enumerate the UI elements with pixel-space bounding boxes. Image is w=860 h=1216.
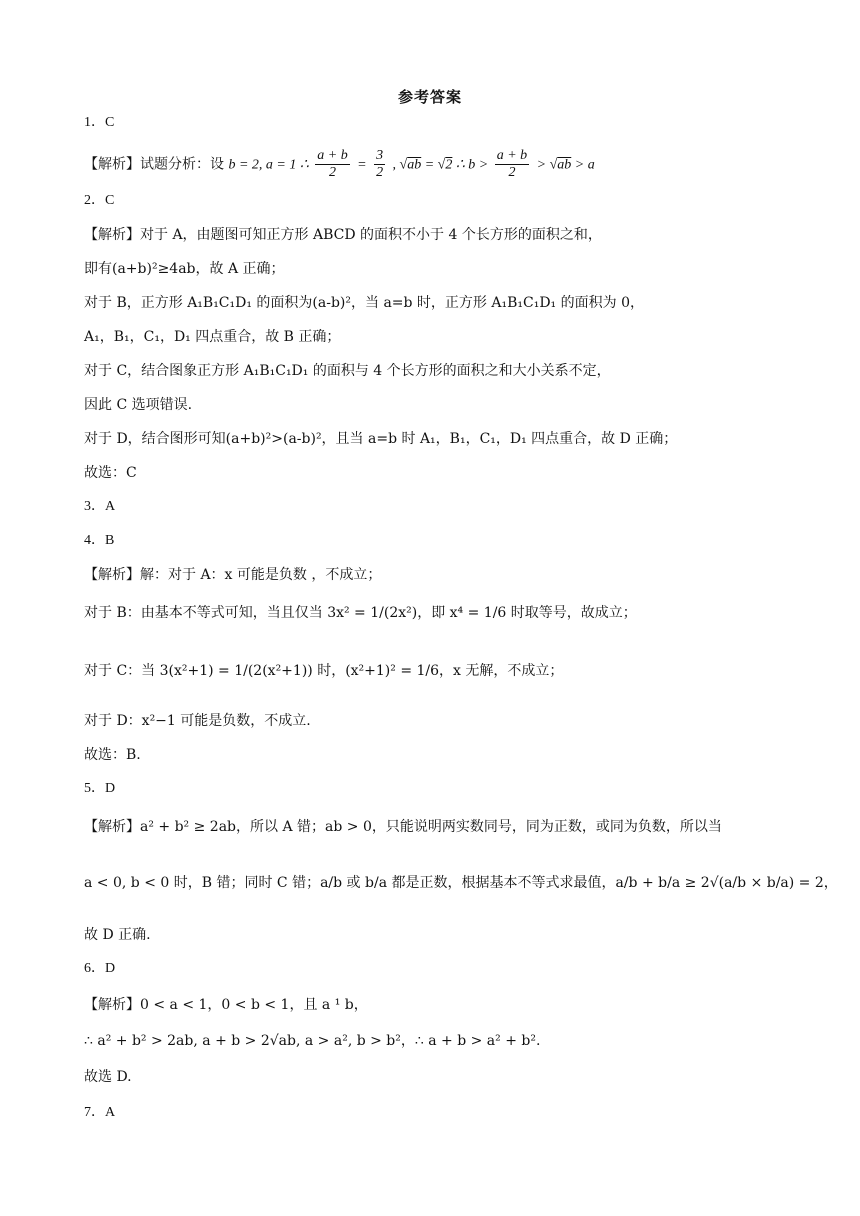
page-title: 参考答案 — [397, 88, 462, 106]
text-line: 对于 B：由基本不等式可知，当且仅当 3x² = 1/(2x²)，即 x⁴ = 1/6 时取等号，故成立； — [84, 605, 637, 621]
text-line: 故选：B. — [84, 747, 141, 763]
text-line: 【解析】对于 A，由题图可知正方形 ABCD 的面积不小于 4 个长方形的面积之和， — [84, 227, 602, 243]
text-line: A₁，B₁，C₁，D₁ 四点重合，故 B 正确； — [84, 329, 341, 345]
text-line: 故选：C — [84, 465, 137, 481]
answer-2: 2．C — [84, 193, 115, 208]
text-line: 【解析】a² + b² ≥ 2ab，所以 A 错；ab > 0，只能说明两实数同号，同为正数，或同为负数，所以当 — [84, 819, 722, 835]
fraction: $\frac{a + b}{2}$ — [317, 148, 348, 180]
text-line: 【解析】0 < a < 1，0 < b < 1，且 a ¹ b， — [84, 997, 368, 1013]
answer-1-analysis: 【解析】试题分析：设 b = 2, a = 1 ∴ $\frac{a + b}{2}$ = $\frac{3}{2}$ , √ab = √2 ∴ b > $\frac{a + b}{2}$ > √ab > a — [84, 148, 595, 180]
answer-3: 3．A — [84, 499, 116, 514]
fraction: $\frac{3}{2}$ — [376, 148, 384, 180]
text-line: 故 D 正确. — [84, 927, 151, 943]
answer-6: 6．D — [84, 961, 116, 976]
text-line: 对于 D：x²−1 可能是负数，不成立. — [84, 713, 311, 729]
math-expression: b = 2, a = 1 ∴ — [228, 157, 313, 173]
text-line: 因此 C 选项错误. — [84, 397, 193, 413]
text-line: 对于 B，正方形 A₁B₁C₁D₁ 的面积为(a-b)²，当 a=b 时，正方形 A₁B₁C₁D₁ 的面积为 0， — [84, 295, 644, 311]
text-line: 故选 D. — [84, 1069, 132, 1085]
text-line: 【解析】解：对于 A：x 可能是负数 ，不成立； — [84, 567, 382, 583]
answer-4: 4．B — [84, 533, 115, 548]
fraction: $\frac{a + b}{2}$ — [496, 148, 528, 180]
text-line: a < 0, b < 0 时，B 错；同时 C 错；a/b 或 b/a 都是正数，根据基本不等式求最值，a/b + b/a ≥ 2√(a/b × b/a) = 2， — [84, 875, 838, 891]
answer-7: 7．A — [84, 1105, 116, 1120]
answer-1: 1．C — [84, 115, 115, 130]
answer-5: 5．D — [84, 781, 116, 796]
text-line: ∴ a² + b² > 2ab, a + b > 2√ab, a > a², b > b²，∴ a + b > a² + b². — [84, 1033, 541, 1049]
text-line: 对于 D，结合图形可知(a+b)²>(a-b)²，且当 a=b 时 A₁，B₁，C₁，D₁ 四点重合，故 D 正确； — [84, 431, 678, 447]
text-line: 对于 C，结合图象正方形 A₁B₁C₁D₁ 的面积与 4 个长方形的面积之和大小关系不定， — [84, 363, 611, 379]
text-line: 对于 C：当 3(x²+1) = 1/(2(x²+1)) 时，(x²+1)² = 1/6，x 无解，不成立； — [84, 663, 564, 679]
text-line: 即有(a+b)²≥4ab，故 A 正确； — [84, 261, 285, 277]
analysis-prefix: 【解析】试题分析：设 — [84, 156, 224, 173]
